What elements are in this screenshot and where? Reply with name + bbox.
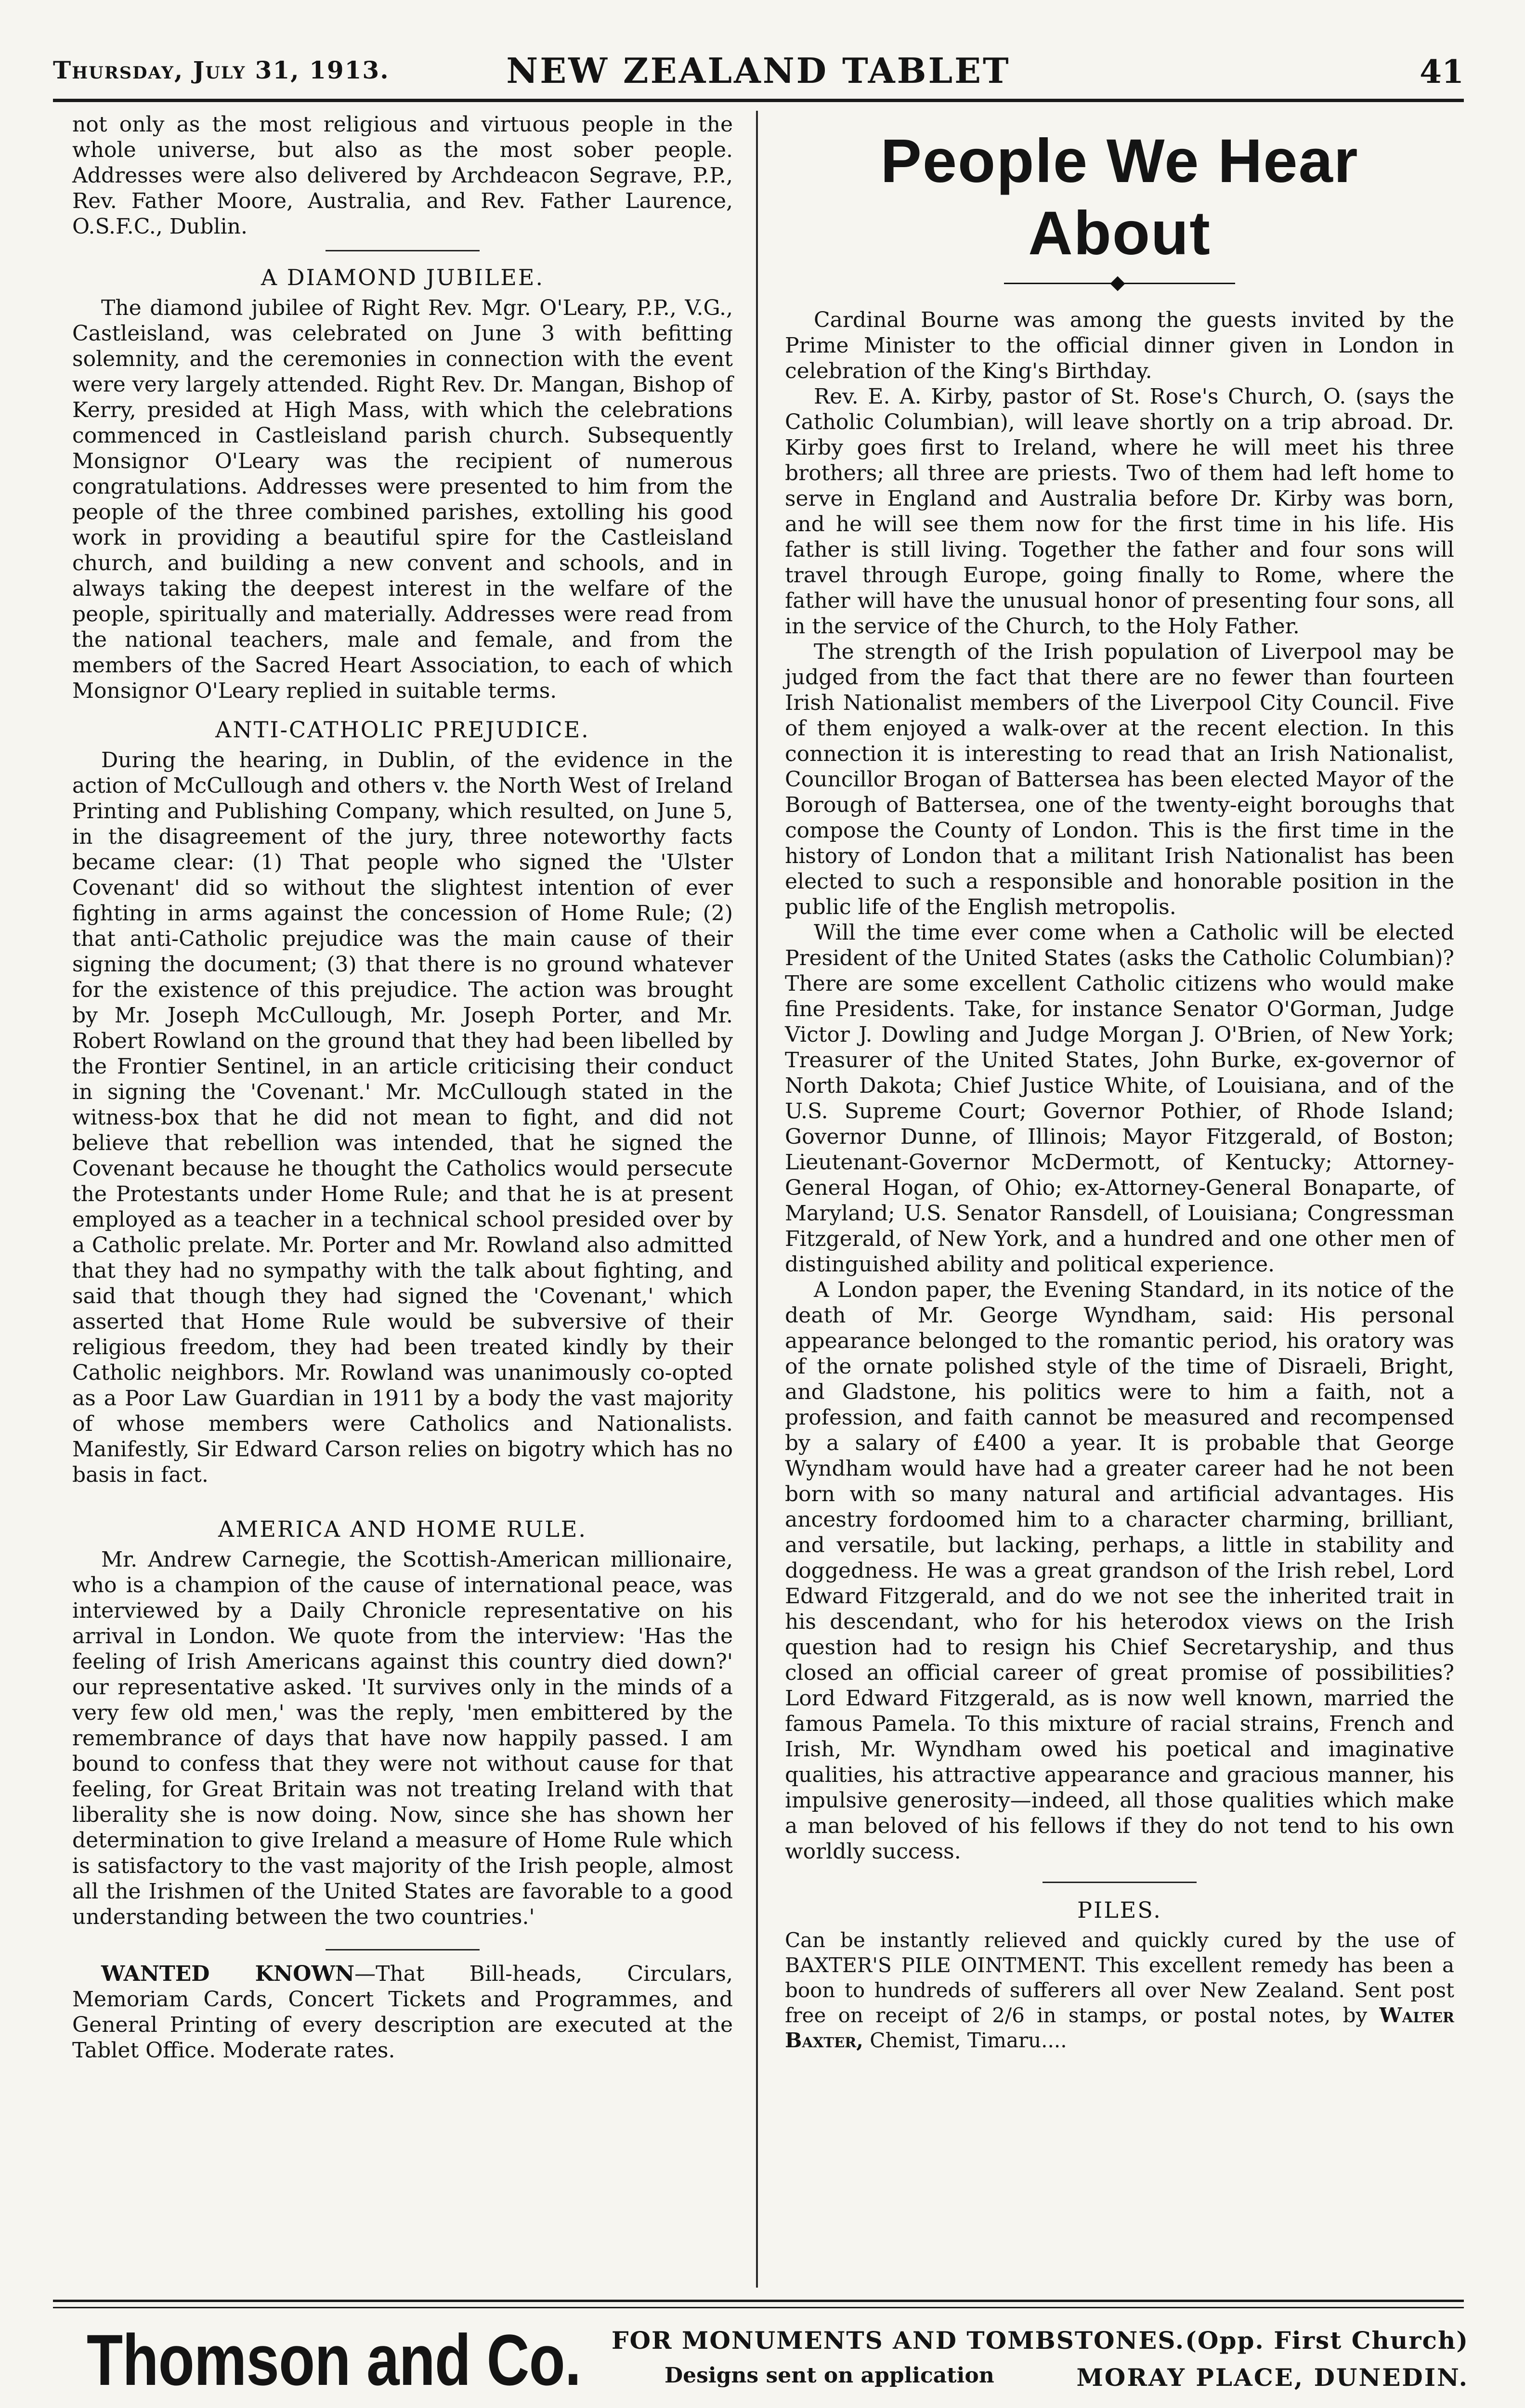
america-paragraph: Mr. Andrew Carnegie, the Scottish-American millionaire, who is a champion of the cause of international peace, was interviewed by a Daily Chronicle representative on his arrival in London. We quote from the interview: 'Has the feeling of Irish Americans against this country died down?' our representative asked. 'It survives only in the minds of a very few old men,' was the reply, 'men embittered by the remembrance of days that have now happily passed. I am bound to confess that they were not without cause for that feeling, for Great Britain was not treating Ireland with that liberality she is now doing. Now, since she has shown her determination to give Ireland a measure of Home Rule which is satisfactory to the vast majority of the Irish people, almost all the Irishmen of the United States are favorable to a good understanding between the two countries.' [72, 1547, 733, 1929]
article-paragraph: Cardinal Bourne was among the guests invited by the Prime Minister to the official dinner given in London in celebration of the King's Birthday. [785, 308, 1454, 383]
footer-place: MORAY PLACE, DUNEDIN. [1076, 2363, 1469, 2392]
intro-paragraph: not only as the most religious and virtuous people in the whole universe, but also as the most sober people. Addresses were also delivered by Archdeacon Segrave, P.P., Rev. Father Moore, Australia, and Rev. Father Laurence, O.S.F.C., Dublin. [72, 112, 733, 239]
wanted-known-text: —That Bill-heads, Circulars, Memoriam Cards, Concert Tickets and Programmes, and General Printing of every description are executed at the Tablet Office. Moderate rates. [72, 1962, 733, 2063]
piles-advert [785, 1898, 1454, 2053]
masthead: NEW ZEALAND TABLET [506, 50, 1011, 91]
anti-catholic-paragraph: During the hearing, in Dublin, of the evidence in the action of McCullough and others v. the North West of Ireland Printing and Publishing Company, which resulted, on June 5, in the disagreement of the jury, three noteworthy facts became clear: (1) That people who signed the 'Ulster Covenant' did so without the slightest intention of ever fighting in arms against the concession of Home Rule; (2) that anti-Catholic prejudice was the main cause of their signing the document; (3) that there is no ground whatever for the existence of this prejudice. The action was brought by Mr. Joseph McCullough, Mr. Joseph Porter, and Mr. Robert Rowland on the ground that they had been libelled by the Frontier Sentinel, in an article criticising their conduct in signing the 'Covenant.' Mr. McCullough stated in the witness-box that he did not mean to fight, and did not believe that rebellion was intended, that he signed the Covenant because he thought the Catholics would persecute the Protestants under Home Rule; and that he is at present employed as a teacher in a technical school presided over by a Catholic prelate. Mr. Porter and Mr. Rowland also admitted that they had no sympathy with the talk about fighting, and said that though they had signed the 'Covenant,' which asserted that Home Rule would be subversive of their religious freedom, they had been treated kindly by their Catholic neighbors. Mr. Rowland was unanimously co-opted as a Poor Law Guardian in 1911 by a body the vast majority of whose members were Catholics and Nationalists. Manifestly, Sir Edward Carson relies on bigotry which has no basis in fact. [72, 748, 733, 1487]
section-heading-diamond-jubilee: A DIAMOND JUBILEE. [261, 264, 545, 290]
piles-body [785, 1928, 1454, 2053]
section-heading-anti-catholic: ANTI-CATHOLIC PREJUDICE. [215, 717, 590, 743]
section-rule [326, 1949, 480, 1950]
title-ornament [1004, 278, 1235, 288]
piles-location: Chemist, Timaru.... [870, 2028, 1067, 2052]
section-rule [1043, 1882, 1197, 1883]
header-rule [53, 99, 1464, 102]
footer-rule [53, 2300, 1464, 2302]
section-heading-america: AMERICA AND HOME RULE. [218, 1516, 587, 1542]
footer-rule [53, 2307, 1464, 2308]
article-paragraph: Rev. E. A. Kirby, pastor of St. Rose's Church, O. (says the Catholic Columbian), will leave shortly on a trip abroad. Dr. Kirby goes first to Ireland, where he will meet his three brothers; all three are priests. Two of them had left home to serve in England and Australia before Dr. Kirby was born, and he will see them now for the first time in his life. His father is still living. Together the father and four sons will travel through Europe, going finally to Rome, where the father will have the unusual honor of presenting four sons, all in the service of the Church, to the Holy Father. [785, 384, 1454, 639]
issue-date: Thursday, July 31, 1913. [53, 56, 390, 84]
column-divider [756, 111, 758, 2288]
footer-line-2 [612, 2363, 1469, 2392]
diamond-jubilee-paragraph: The diamond jubilee of Right Rev. Mgr. O'Leary, P.P., V.G., Castleisland, was celebrated on June 3 with befitting solemnity, and the ceremonies in connection with the event were very largely attended. Right Rev. Dr. Mangan, Bishop of Kerry, presided at High Mass, with which the celebrations commenced in Castleisland parish church. Subsequently Monsignor O'Leary was the recipient of numerous congratulations. Addresses were presented to him from the people of the three combined parishes, extolling his good work in providing a beautiful spire for the Castleisland church, and building a new convent and schools, and in always taking the deepest interest in the welfare of the people, spiritually and materially. Addresses were read from the national teachers, male and female, and from the members of the Sacred Heart Association, to each of which Monsignor O'Leary replied in suitable terms. [72, 296, 733, 703]
footer-designs: Designs sent on application [665, 2363, 994, 2388]
wanted-known-lead: WANTED KNOWN [101, 1962, 355, 1986]
feature-title: People We Hear About [880, 127, 1359, 268]
piles-seller: Walter Baxter, [785, 2003, 1455, 2052]
page-number: 41 [1420, 53, 1464, 91]
footer-address: (Opp. First Church) [1185, 2326, 1469, 2355]
running-head [53, 48, 1464, 101]
wanted-known-notice [72, 1961, 733, 2063]
right-column [785, 125, 1454, 2053]
footer-advert [612, 2326, 1469, 2392]
piles-heading: PILES. [1077, 1897, 1162, 1923]
article-paragraph: The strength of the Irish population of Liverpool may be judged from the fact that there are no fewer than fourteen Irish Nationalist members of the Liverpool City Council. Five of them enjoyed a walk-over at the recent election. In this connection it is interesting to read that an Irish Nationalist, Councillor Brogan of Battersea has been elected Mayor of the Borough of Battersea, one of the twenty-eight boroughs that compose the County of London. This is the first time in the history of London that a militant Irish Nationalist has been elected to such a responsible and honorable position in the public life of the English metropolis. [785, 640, 1454, 919]
article-paragraph: Will the time ever come when a Catholic will be elected President of the United States (asks the Catholic Columbian)? There are some excellent Catholic citizens who would make fine Presidents. Take, for instance Senator O'Gorman, Judge Victor J. Dowling and Judge Morgan J. O'Brien, of New York; Treasurer of the United States, John Burke, ex-governor of North Dakota; Chief Justice White, of Louisiana, and of the U.S. Supreme Court; Governor Pothier, of Rhode Island; Governor Dunne, of Illinois; Mayor Fitzgerald, of Boston; Lieutenant-Governor McDermott, of Kentucky; Attorney-General Hogan, of Ohio; ex-Attorney-General Bonaparte, of Maryland; U.S. Senator Ransdell, of Louisiana; Congressman Fitzgerald, of New York, and a hundred and one other men of distinguished ability and political experience. [785, 920, 1454, 1277]
piles-text: Can be instantly relieved and quickly cured by the use of BAXTER'S PILE OINTMENT. This excellent remedy has been a boon to hundreds of sufferers all over New Zealand. Sent post free on receipt of 2/6 in stamps, or postal notes, by [785, 1928, 1454, 2027]
footer-company-name: Thomson and Co. [87, 2319, 581, 2400]
footer-service: FOR MONUMENTS AND TOMBSTONES. [612, 2326, 1185, 2355]
left-column [72, 112, 733, 2063]
section-rule [326, 250, 480, 251]
footer-line-1 [612, 2326, 1469, 2355]
article-paragraph: A London paper, the Evening Standard, in its notice of the death of Mr. George Wyndham, said: His personal appearance belonged to the romantic period, his oratory was of the ornate polished style of the time of Disraeli, Bright, and Gladstone, his politics were to him a faith, not a profession, and faith cannot be measured and recompensed by a salary of £400 a year. It is probable that George Wyndham would have had a greater career had he not been born with so many natural and artificial advantages. His ancestry fordoomed him to a character charming, brilliant, and versatile, but lacking, perhaps, a little in stability and doggedness. He was a great grandson of the Irish rebel, Lord Edward Fitzgerald, and do we not see the inherited trait in his descendant, who for his heterodox views on the Irish question had to resign his Chief Secretaryship, and thus closed an official career of great promise of possibilities? Lord Edward Fitzgerald, as is now well known, married the famous Pamela. To this mixture of racial strains, French and Irish, Mr. Wyndham owed his poetical and imaginative qualities, his attractive appearance and gracious manner, his impulsive generosity—indeed, all those qualities which make a man beloved of his fellows if they do not tend to his own worldly success. [785, 1278, 1454, 1864]
diamond-ornament-icon [1110, 276, 1125, 291]
